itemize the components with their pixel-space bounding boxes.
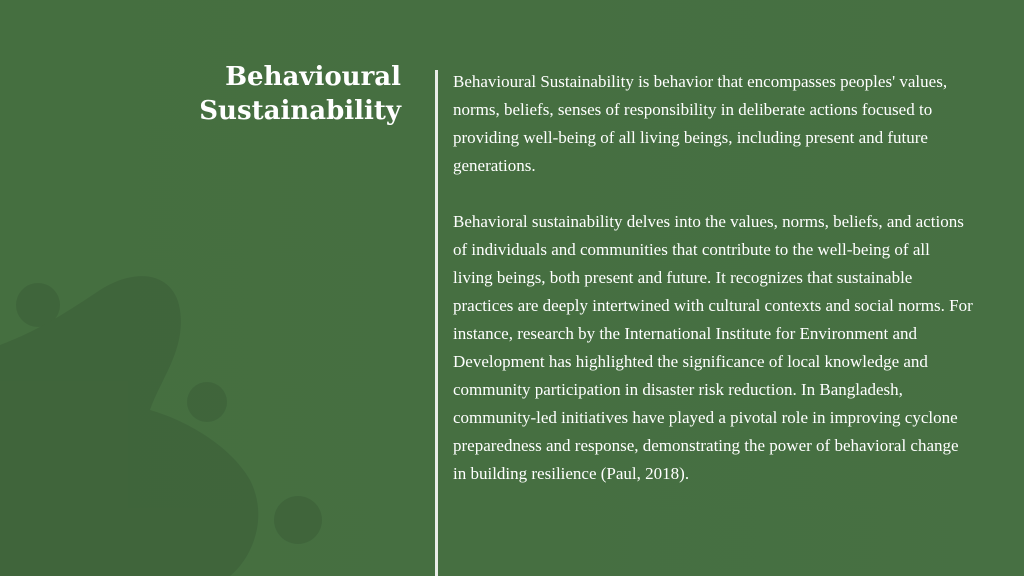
paragraph-1: Behavioural Sustainability is behavior that encompasses peoples' values, norms, beliefs, senses of responsibility in deliberate actions focused to providing well-being of all living beings, including present and future generations. bbox=[453, 72, 948, 175]
decor-dot-bottom bbox=[274, 496, 322, 544]
decor-dot-mid bbox=[187, 382, 227, 422]
vertical-divider bbox=[435, 70, 438, 576]
page-title: Behavioural Sustainability bbox=[199, 62, 401, 126]
paragraph-2: Behavioral sustainability delves into the values, norms, beliefs, and actions of individuals and communities that contribute to the well-being of all living beings, both present and future. It recognizes that sustainable practices are deeply intertwined with cultural contexts and social norms. For instance, research by the International Institute for Environment and Development has highlighted the significance of local knowledge and community participation in disaster risk reduction. In Bangladesh, community-led initiatives have played a pivotal role in improving cyclone preparedness and response, demonstrating the power of behavioral change in building resilience (Paul, 2018). bbox=[453, 212, 973, 483]
body-text bbox=[453, 68, 973, 516]
